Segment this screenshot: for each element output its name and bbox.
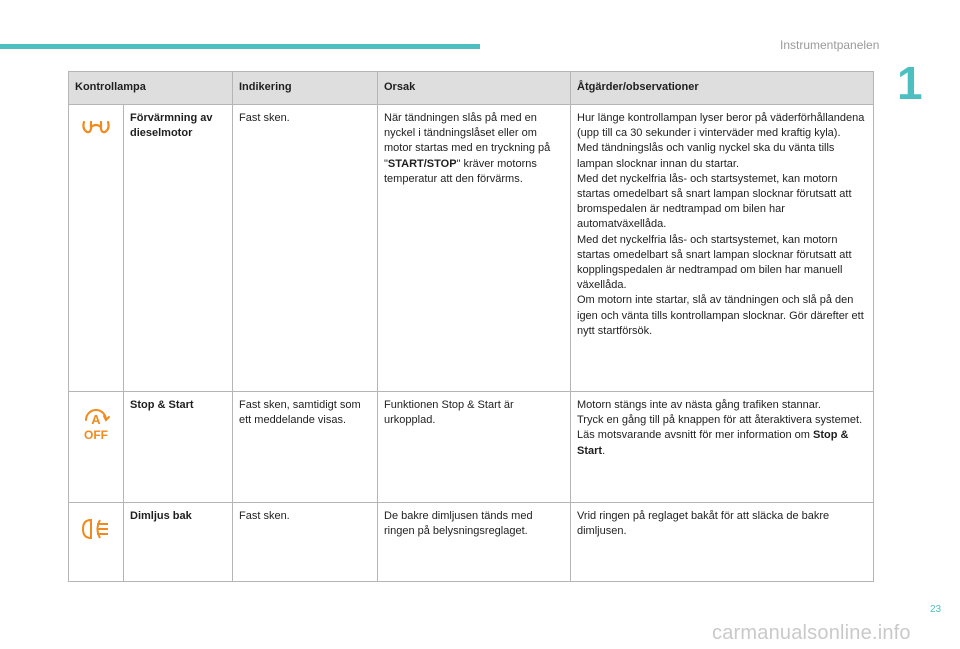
table-row (69, 105, 874, 392)
indication-text: Fast sken, samtidigt som ett meddelande visas. (233, 392, 378, 503)
actions-text: Hur länge kontrollampan lyser beror på väderförhållandena (upp till ca 30 sekunder i vinterväder med kraftig kyla). Med tändningslås och vanlig nyckel ska du vänta tills lampan slocknar innan du startar. Med det nyckelfria lås- och startsystemet, kan motorn startas omedelbart så snart lampan slocknar förutsatt att bromspedalen är nedtrampad om bilen har automatväxellåda. Med det nyckelfria lås- och startsystemet, kan motorn startas omedelbart så snart lampan slocknar förutsatt att kopplingspedalen är nedtrampad om bilen har manuell växellåda. Om motorn inte startar, slå av tändningen och slå på den igen och vänta tills kontrollampan slocknar. Gör därefter ett nytt startförsök. (571, 105, 874, 392)
table-row (69, 503, 874, 582)
rear-fog-light-icon (81, 517, 111, 541)
svg-text:A: A (91, 412, 101, 427)
cause-text: De bakre dimljusen tänds med ringen på belysningsreglaget. (378, 503, 571, 582)
warning-lamp-table (68, 71, 874, 582)
lamp-name: Stop & Start (124, 392, 233, 503)
stop-start-off-icon (80, 406, 112, 440)
table-header-row (69, 72, 874, 105)
lamp-icon-cell (69, 503, 124, 582)
accent-bar (0, 44, 480, 49)
section-title: Instrumentpanelen (780, 38, 880, 52)
indication-text: Fast sken. (233, 503, 378, 582)
chapter-number: 1 (897, 57, 923, 109)
column-header-indication: Indikering (233, 72, 378, 105)
svg-text:OFF: OFF (84, 428, 108, 440)
lamp-icon-cell (69, 105, 124, 392)
actions-text: Vrid ringen på reglaget bakåt för att släcka de bakre dimljusen. (571, 503, 874, 582)
lamp-icon-cell (69, 392, 124, 503)
indication-text: Fast sken. (233, 105, 378, 392)
column-header-actions: Åtgärder/observationer (571, 72, 874, 105)
lamp-name: Förvärmning av dieselmotor (124, 105, 233, 392)
column-header-cause: Orsak (378, 72, 571, 105)
cause-text: När tändningen slås på med en nyckel i tändningslåset eller om motor startas med en tryckning på "START/STOP" kräver motorns temperatur att den förvärms. (378, 105, 571, 392)
preheating-coil-icon (81, 119, 111, 139)
column-header-lamp: Kontrollampa (69, 72, 233, 105)
table-row (69, 392, 874, 503)
watermark-text: carmanualsonline.info (712, 622, 911, 644)
cause-text: Funktionen Stop & Start är urkopplad. (378, 392, 571, 503)
actions-text: Motorn stängs inte av nästa gång trafiken stannar. Tryck en gång till på knappen för att återaktivera systemet. Läs motsvarande avsnitt för mer information om Stop & Start. (571, 392, 874, 503)
lamp-name: Dimljus bak (124, 503, 233, 582)
page-number: 23 (930, 604, 942, 615)
